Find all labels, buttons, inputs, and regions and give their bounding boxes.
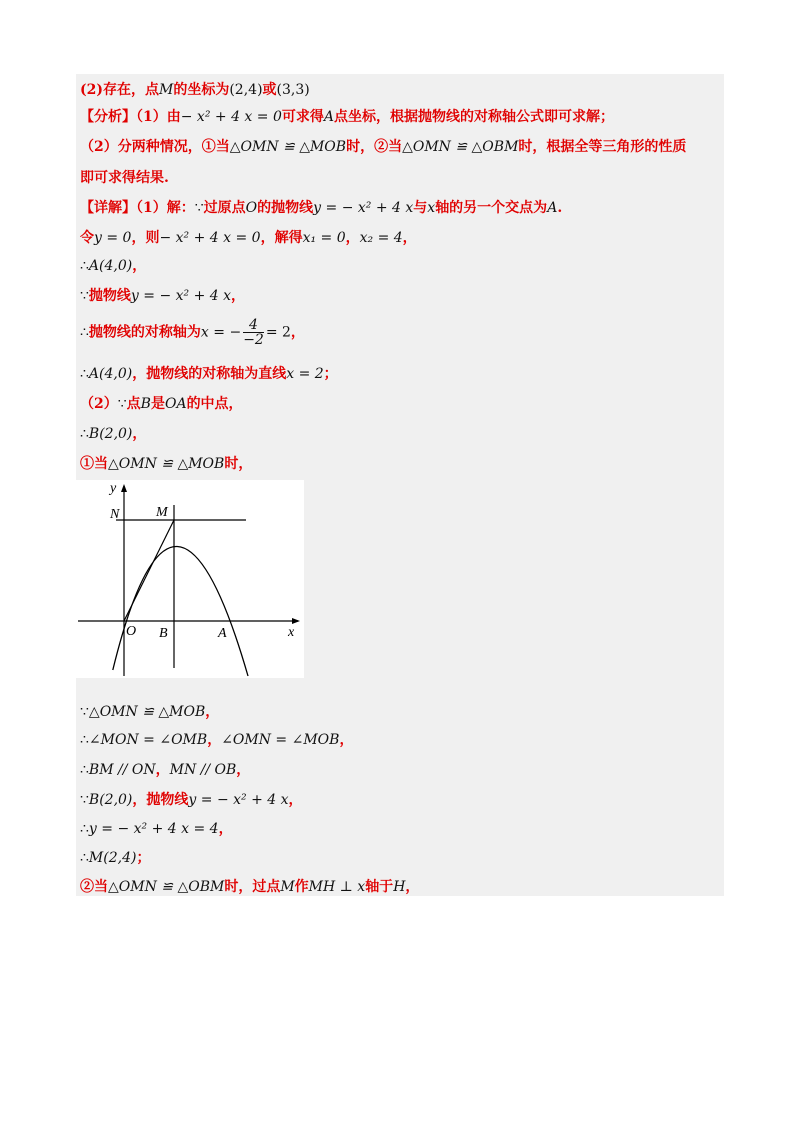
text-segment: ， [345, 230, 360, 246]
math-segment: B [140, 396, 151, 412]
text-segment: 是 [150, 396, 165, 412]
text-segment: (2)存在，点 [80, 82, 159, 98]
math-segment: A [547, 200, 558, 216]
text-segment: ， [205, 704, 220, 720]
x-axis-arrow [292, 618, 300, 624]
text-line [80, 228, 417, 248]
label-n: N [110, 507, 120, 522]
text-line [80, 318, 305, 347]
text-segment: （2）分两种情况，①当 [80, 139, 230, 155]
label-b: B [159, 626, 168, 641]
math-segment: B(2,0) [88, 792, 133, 808]
label-o: O [126, 624, 137, 639]
math-segment: O [245, 200, 258, 216]
math-segment: − x² + 4 x = 0 [180, 109, 282, 125]
text-segment: ，抛物线 [132, 792, 189, 808]
text-segment: ， [402, 230, 417, 246]
math-segment: MN // OB [169, 762, 237, 778]
text-segment: 抛物线的对称轴为 [88, 324, 201, 341]
math-segment: A [323, 109, 334, 125]
text-line [80, 424, 146, 444]
math-segment: ∵ [80, 792, 89, 808]
math-segment: ∵ [117, 396, 127, 412]
text-segment: ， [339, 732, 354, 748]
text-segment: ①当 [80, 456, 108, 472]
math-segment: M [159, 82, 174, 98]
text-segment: 点 [126, 396, 141, 412]
text-segment: ，则 [131, 230, 160, 246]
text-line [80, 256, 146, 276]
math-segment: △OMN ≌ △OBM [108, 879, 225, 895]
math-segment: y = − x² + 4 x = 4 [88, 821, 219, 837]
text-segment: ， [231, 288, 246, 304]
text-segment: 抛物线 [88, 288, 131, 304]
text-line [80, 198, 562, 218]
math-segment: △OMN ≌ △MOB [229, 139, 347, 155]
text-segment: ； [136, 850, 151, 866]
math-segment: A(4,0) [88, 366, 133, 382]
parabola-diagram [76, 480, 304, 678]
math-segment: B(2,0) [88, 426, 133, 442]
math-segment: ∴ [80, 324, 89, 341]
text-segment: 的中点， [186, 396, 243, 412]
text-segment: 【详解】（1）解： [80, 200, 195, 216]
math-segment: y = 0 [94, 230, 132, 246]
text-segment: ， [288, 792, 303, 808]
text-line [80, 80, 310, 100]
math-segment: ∴ [80, 732, 89, 748]
text-segment: ， [290, 324, 305, 341]
text-line [80, 168, 169, 188]
y-axis-arrow [121, 484, 127, 492]
math-segment: H [393, 879, 406, 895]
math-segment: x [427, 200, 436, 216]
fraction-numerator: 4 [243, 318, 264, 333]
text-line [80, 137, 686, 157]
text-segment: ， [405, 879, 420, 895]
text-segment: 点坐标，根据抛物线的对称轴公式即可求解； [334, 109, 614, 125]
math-segment: ∴ [80, 850, 89, 866]
math-segment: A(4,0) [88, 258, 133, 274]
math-segment: ∠MON = ∠OMB [88, 732, 208, 748]
text-segment: 时，过点 [224, 879, 281, 895]
text-segment: 轴于 [365, 879, 394, 895]
text-segment: 可求得 [281, 109, 324, 125]
parabola-figure [76, 480, 304, 678]
text-line [80, 107, 614, 127]
text-line [80, 394, 243, 414]
text-segment: 时，根据全等三角形的性质 [518, 139, 687, 155]
text-segment: 时， [224, 456, 253, 472]
math-segment: x = − [200, 324, 242, 341]
math-segment: − x² + 4 x = 0 [159, 230, 261, 246]
math-segment: ∴ [80, 762, 89, 778]
label-y: y [110, 481, 117, 496]
math-segment: ∴ [80, 258, 89, 274]
text-segment: 与 [413, 200, 428, 216]
math-segment: M [280, 879, 295, 895]
text-segment: 【分析】（1）由 [80, 109, 181, 125]
math-segment: ∵ [194, 200, 204, 216]
text-line [80, 790, 303, 810]
math-segment: = 2 [265, 324, 291, 341]
text-segment: ， [132, 258, 147, 274]
text-segment: 的抛物线 [257, 200, 314, 216]
math-segment: M(2,4) [88, 850, 137, 866]
fraction [243, 318, 264, 347]
text-segment: 或 [262, 82, 277, 98]
math-segment: ∵ [80, 288, 89, 304]
math-segment: ∴ [80, 366, 89, 382]
text-segment: （2） [80, 396, 118, 412]
math-segment: △OMN ≌ △MOB [88, 704, 206, 720]
text-segment: ； [323, 366, 338, 382]
math-segment: △OMN ≌ △MOB [108, 456, 225, 472]
text-segment: ， [236, 762, 251, 778]
text-line [80, 848, 150, 868]
math-segment: MH ⊥ x [308, 879, 366, 895]
text-segment: 轴的另一个交点为 [435, 200, 548, 216]
math-segment: ∴ [80, 426, 89, 442]
label-a: A [218, 626, 227, 641]
text-line [80, 877, 419, 897]
math-segment: OA [164, 396, 187, 412]
text-segment: ②当 [80, 879, 108, 895]
text-line [80, 286, 245, 306]
parabola-curve [113, 546, 248, 676]
math-segment: x₁ = 0 [302, 230, 346, 246]
math-segment: y = − x² + 4 x [130, 288, 232, 304]
math-segment: ∵ [80, 704, 89, 720]
text-line [80, 730, 353, 750]
text-segment: ，解得 [260, 230, 303, 246]
text-segment: 作 [294, 879, 309, 895]
text-line [80, 702, 219, 722]
text-segment: 的坐标为 [173, 82, 230, 98]
math-segment: y = − x² + 4 x [313, 200, 414, 216]
label-x: x [288, 625, 295, 640]
text-segment: . [557, 200, 563, 216]
text-line [80, 760, 250, 780]
text-segment: ， [207, 732, 222, 748]
text-segment: ， [132, 426, 147, 442]
math-segment: ∠OMN = ∠MOB [221, 732, 340, 748]
label-m: M [156, 505, 168, 520]
math-segment: (3,3) [276, 82, 310, 98]
text-segment: ， [155, 762, 170, 778]
text-segment: 过原点 [203, 200, 246, 216]
text-segment: ， [218, 821, 233, 837]
text-segment: ，抛物线的对称轴为直线 [132, 366, 287, 382]
text-line [80, 364, 338, 384]
text-line [80, 819, 233, 839]
text-segment: 令 [80, 230, 94, 246]
math-segment: BM // ON [88, 762, 156, 778]
math-segment: y = − x² + 4 x [188, 792, 289, 808]
math-segment: x₂ = 4 [359, 230, 403, 246]
math-segment: (2,4) [229, 82, 263, 98]
text-segment: 时，②当 [346, 139, 403, 155]
fraction-denominator: −2 [243, 332, 264, 348]
math-segment: x = 2 [286, 366, 324, 382]
text-line [80, 454, 252, 474]
math-segment: ∴ [80, 821, 89, 837]
math-segment: △OMN ≌ △OBM [402, 139, 519, 155]
text-segment: 即可求得结果. [80, 170, 169, 186]
